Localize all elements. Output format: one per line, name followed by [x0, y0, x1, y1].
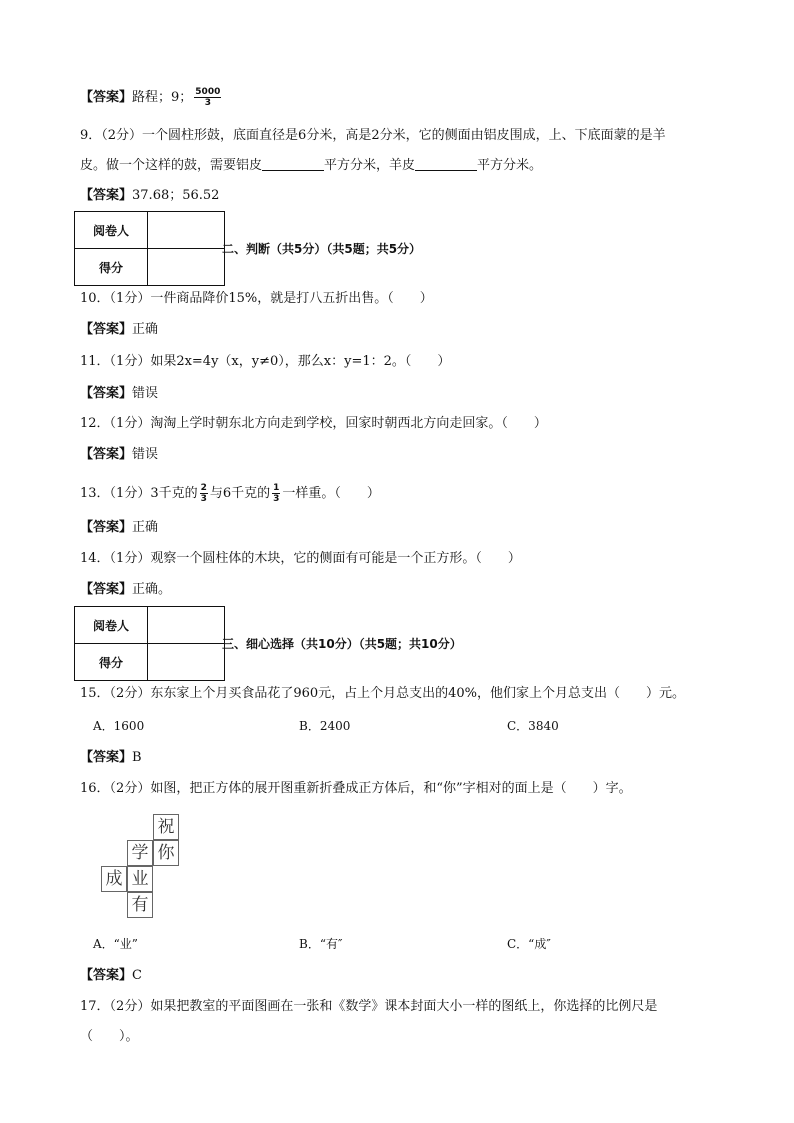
- question-13: 13．（1分）3千克的 $\frac{2}{3}$ 与6千克的 $\frac{1}{3}$ 一样重。（ ）: [80, 483, 380, 504]
- answer-9: [80, 186, 219, 206]
- option-b[interactable]: B．“有″: [299, 937, 343, 951]
- answer-text: 正确。: [132, 582, 172, 597]
- question-17-line1: 17．（2分）如果把教室的平面图画在一张和《数学》课本封面大小一样的图纸上，你选择的比例尺是: [80, 999, 658, 1014]
- option-a[interactable]: A．“业”: [93, 937, 138, 951]
- net-cell-you: 有: [127, 892, 153, 918]
- question-15: 15．（2分）东东家上个月买食品花了960元，占上个月总支出的40%，他们家上个月总支出（ ）元。: [80, 686, 686, 701]
- answer-label: 【答案】: [80, 968, 133, 983]
- fraction: $\frac{2}{3}$: [200, 483, 207, 504]
- score-cell: [148, 644, 225, 681]
- answer-text: 错误: [132, 386, 159, 401]
- answer-text: 路程；9；: [132, 90, 193, 105]
- grader-table: [74, 606, 225, 681]
- score-cell: [148, 249, 225, 286]
- net-cell-ni: 你: [153, 840, 179, 866]
- question-16: 16．（2分）如图，把正方体的展开图重新折叠成正方体后，和“你”字相对的面上是（ ）字。: [80, 781, 632, 796]
- answer-14: [80, 580, 171, 600]
- answer-label: 【答案】: [80, 386, 133, 401]
- question-10: 10．（1分）一件商品降价15%，就是打八五折出售。（ ）: [80, 291, 433, 306]
- answer-text: 正确: [132, 322, 159, 337]
- reviewer-label: 阅卷人: [75, 607, 148, 644]
- net-cell-ye: 业: [127, 866, 153, 892]
- answer-label: 【答案】: [80, 520, 133, 535]
- net-cell-zhu: 祝: [153, 814, 179, 840]
- answer-label: 【答案】: [80, 90, 133, 105]
- answer-text: 正确: [132, 520, 159, 535]
- score-label: 得分: [75, 249, 148, 286]
- question-14: 14．（1分）观察一个圆柱体的木块，它的侧面有可能是一个正方形。（ ）: [80, 551, 521, 566]
- answer-text: 37.68；56.52: [132, 188, 220, 203]
- reviewer-label: 阅卷人: [75, 212, 148, 249]
- answer-13: [80, 518, 158, 538]
- question-17-line2: （ ）。: [80, 1029, 139, 1044]
- score-label: 得分: [75, 644, 148, 681]
- fill-blank[interactable]: [415, 156, 477, 171]
- question-9-line1: 9．（2分）一个圆柱形鼓，底面直径是6分米，高是2分米，它的侧面由铝皮围成，上、下底面蒙的是羊: [80, 128, 666, 143]
- answer-16: [80, 966, 142, 986]
- option-b[interactable]: B．2400: [299, 719, 351, 733]
- net-cell-cheng: 成: [101, 866, 127, 892]
- option-a[interactable]: A．1600: [93, 719, 145, 733]
- section-3-title: 三、细心选择（共10分）（共5题；共10分）: [222, 637, 462, 651]
- question-9-line2: 皮。做一个这样的鼓，需要铝皮 平方分米，羊皮 平方分米。: [80, 158, 543, 173]
- fill-blank[interactable]: [262, 156, 324, 171]
- answer-12: [80, 445, 158, 465]
- section-2-title: 二、判断（共5分）（共5题；共5分）: [222, 242, 422, 256]
- answer-text: B: [132, 750, 142, 765]
- answer-11: [80, 384, 158, 404]
- answer-text: C: [132, 968, 142, 983]
- option-c[interactable]: C．“成″: [507, 937, 551, 951]
- answer-8: [80, 87, 223, 108]
- answer-label: 【答案】: [80, 322, 133, 337]
- net-cell-xue: 学: [127, 840, 153, 866]
- answer-label: 【答案】: [80, 447, 133, 462]
- reviewer-cell: [148, 212, 225, 249]
- answer-text: 错误: [132, 447, 159, 462]
- question-12: 12．（1分）淘淘上学时朝东北方向走到学校，回家时朝西北方向走回家。（ ）: [80, 416, 547, 431]
- reviewer-cell: [148, 607, 225, 644]
- answer-label: 【答案】: [80, 188, 133, 203]
- answer-15: [80, 748, 142, 768]
- fraction: $\frac{1}{3}$: [273, 483, 280, 504]
- question-11: 11．（1分）如果2x=4y（x，y≠0），那么x：y=1：2。（ ）: [80, 354, 451, 369]
- grader-table: [74, 211, 225, 286]
- fraction: $\frac{5000}{3}$: [195, 87, 221, 108]
- option-c[interactable]: C．3840: [507, 719, 559, 733]
- answer-10: [80, 320, 158, 340]
- answer-label: 【答案】: [80, 582, 133, 597]
- answer-label: 【答案】: [80, 750, 133, 765]
